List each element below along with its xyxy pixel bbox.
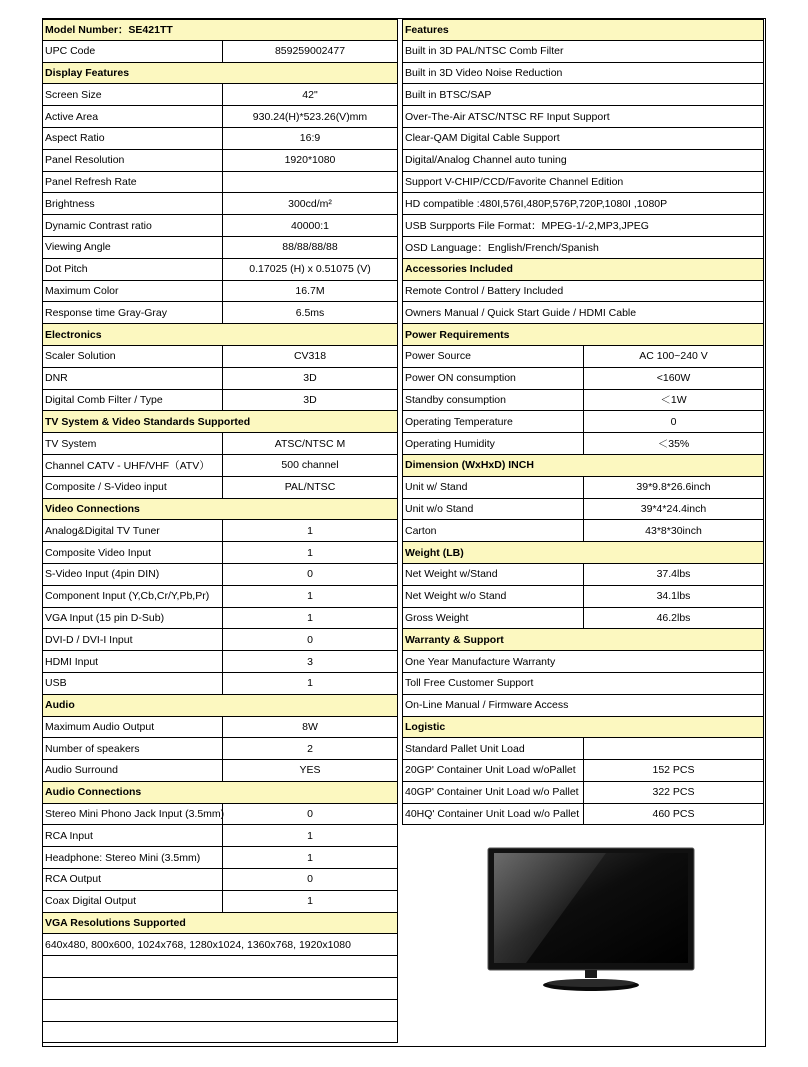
spec-value: 3D xyxy=(222,390,397,411)
spec-label: Toll Free Customer Support xyxy=(405,677,534,690)
spec-row-40gp-container-unit-load-w-o-pallet xyxy=(402,782,764,804)
spec-row-blank xyxy=(42,1022,398,1044)
spec-value: ATSC/NTSC M xyxy=(222,433,397,454)
section-header-tv-system-video-standards-supported xyxy=(42,411,398,433)
spec-label: DVI-D / DVI-I Input xyxy=(45,633,133,646)
spec-row-built-in-3d-pal-ntsc-comb-filter xyxy=(402,41,764,63)
spec-row-tv-system xyxy=(42,433,398,455)
spec-label: Features xyxy=(405,23,449,36)
spec-value: 300cd/m² xyxy=(222,193,397,214)
spec-row-vga-input-15-pin-d-sub xyxy=(42,608,398,630)
spec-label: Model Number：SE421TT xyxy=(45,24,173,37)
spec-label: Coax Digital Output xyxy=(45,895,137,908)
spec-row-built-in-3d-video-noise-reduction xyxy=(402,63,764,85)
spec-value: 1 xyxy=(222,542,397,563)
section-header-electronics xyxy=(42,324,398,346)
spec-value: ＜1W xyxy=(583,390,763,411)
section-header-audio-connections xyxy=(42,782,398,804)
spec-row-response-time-gray-gray xyxy=(42,302,398,324)
spec-row-maximum-audio-output xyxy=(42,717,398,739)
spec-label: Power ON consumption xyxy=(405,372,516,385)
section-header-warranty-support xyxy=(402,629,764,651)
spec-row-blank xyxy=(42,1000,398,1022)
spec-row-stereo-mini-phono-jack-input-3-5mm xyxy=(42,804,398,826)
spec-label: HDMI Input xyxy=(45,655,99,668)
spec-value: 1 xyxy=(222,847,397,868)
spec-row-number-of-speakers xyxy=(42,738,398,760)
spec-row-blank xyxy=(42,956,398,978)
spec-label: UPC Code xyxy=(45,45,96,58)
spec-row-one-year-manufacture-warranty xyxy=(402,651,764,673)
spec-value: ＜35% xyxy=(583,433,763,454)
spec-row-analog-digital-tv-tuner xyxy=(42,520,398,542)
spec-row-hdmi-input xyxy=(42,651,398,673)
spec-label: Built in 3D PAL/NTSC Comb Filter xyxy=(405,45,564,58)
spec-value: 1 xyxy=(222,520,397,541)
spec-row-power-source xyxy=(402,346,764,368)
spec-label: Panel Resolution xyxy=(45,154,125,167)
spec-label: 20GP' Container Unit Load w/oPallet xyxy=(405,764,576,777)
spec-row-operating-temperature xyxy=(402,411,764,433)
spec-label: Dimension (WxHxD) INCH xyxy=(405,459,534,472)
spec-label: Brightness xyxy=(45,197,95,210)
spec-label: RCA Output xyxy=(45,873,102,886)
spec-label: Clear-QAM Digital Cable Support xyxy=(405,132,560,145)
spec-row-coax-digital-output xyxy=(42,891,398,913)
spec-label: Built in 3D Video Noise Reduction xyxy=(405,66,563,79)
spec-row-s-video-input-4pin-din xyxy=(42,564,398,586)
spec-value: 8W xyxy=(222,717,397,738)
spec-row-gross-weight xyxy=(402,608,764,630)
spec-value: 42" xyxy=(222,84,397,105)
spec-label: Stereo Mini Phono Jack Input (3.5mm) xyxy=(45,808,225,821)
spec-label: Digital/Analog Channel auto tuning xyxy=(405,154,567,167)
spec-row-owners-manual-quick-start-guide-hdmi-cab xyxy=(402,302,764,324)
spec-label: RCA Input xyxy=(45,829,93,842)
spec-label: Over-The-Air ATSC/NTSC RF Input Support xyxy=(405,110,610,123)
spec-value: 39*9.8*26.6inch xyxy=(583,477,763,498)
spec-row-toll-free-customer-support xyxy=(402,673,764,695)
spec-label: Headphone: Stereo Mini (3.5mm) xyxy=(45,851,201,864)
spec-label: Unit w/ Stand xyxy=(405,481,468,494)
spec-label: Scaler Solution xyxy=(45,350,116,363)
spec-label: Electronics xyxy=(45,328,102,341)
spec-row-unit-w-o-stand xyxy=(402,499,764,521)
spec-row-headphone-stereo-mini-3-5mm xyxy=(42,847,398,869)
spec-value: 0 xyxy=(222,804,397,825)
spec-label: Maximum Color xyxy=(45,284,119,297)
spec-row-osd-language-english-french-spanish xyxy=(402,237,764,259)
spec-value: 152 PCS xyxy=(583,760,763,781)
spec-row-composite-s-video-input xyxy=(42,477,398,499)
spec-row-net-weight-w-o-stand xyxy=(402,586,764,608)
spec-row-carton xyxy=(402,520,764,542)
spec-label: Audio Surround xyxy=(45,764,118,777)
spec-label: Logistic xyxy=(405,720,446,733)
spec-label: Screen Size xyxy=(45,88,102,101)
spec-label: 640x480, 800x600, 1024x768, 1280x1024, 1360x768, 1920x1080 xyxy=(45,938,351,951)
spec-label: Net Weight w/Stand xyxy=(405,568,498,581)
spec-label: Audio Connections xyxy=(45,786,142,799)
spec-value: 0 xyxy=(222,869,397,890)
spec-label: Video Connections xyxy=(45,502,140,515)
spec-label: TV System & Video Standards Supported xyxy=(45,415,251,428)
spec-label: DNR xyxy=(45,372,68,385)
spec-label: Active Area xyxy=(45,110,99,123)
spec-row-power-on-consumption xyxy=(402,368,764,390)
spec-label: Accessories Included xyxy=(405,263,513,276)
spec-label: One Year Manufacture Warranty xyxy=(405,655,556,668)
tv-product-image xyxy=(486,846,696,994)
spec-label: Remote Control / Battery Included xyxy=(405,284,564,297)
spec-label: S-Video Input (4pin DIN) xyxy=(45,568,160,581)
spec-value: 34.1lbs xyxy=(583,586,763,607)
section-header-logistic xyxy=(402,717,764,739)
spec-row-panel-refresh-rate xyxy=(42,172,398,194)
spec-label: Viewing Angle xyxy=(45,241,111,254)
spec-label: HD compatible :480I,576I,480P,576P,720P,1080I ,1080P xyxy=(405,197,668,210)
spec-row-audio-surround xyxy=(42,760,398,782)
spec-value: 1 xyxy=(222,825,397,846)
spec-row-rca-output xyxy=(42,869,398,891)
spec-row-scaler-solution xyxy=(42,346,398,368)
spec-value xyxy=(222,172,397,193)
spec-value: 3D xyxy=(222,368,397,389)
spec-label: Panel Refresh Rate xyxy=(45,175,137,188)
spec-row-unit-w-stand xyxy=(402,477,764,499)
section-header-dimension-wxhxd-inch xyxy=(402,455,764,477)
spec-label: Channel CATV - UHF/VHF（ATV） xyxy=(45,459,210,472)
spec-value: 16:9 xyxy=(222,128,397,149)
spec-row-viewing-angle xyxy=(42,237,398,259)
spec-row-channel-catv-uhf-vhf-atv xyxy=(42,455,398,477)
spec-label: Audio xyxy=(45,699,75,712)
spec-label: Gross Weight xyxy=(405,611,469,624)
spec-value: 39*4*24.4inch xyxy=(583,499,763,520)
spec-row-component-input-y-cb-cr-y-pb-pr xyxy=(42,586,398,608)
spec-label: Warranty & Support xyxy=(405,633,504,646)
spec-label: Standby consumption xyxy=(405,393,506,406)
spec-label: Standard Pallet Unit Load xyxy=(405,742,525,755)
spec-row-brightness xyxy=(42,193,398,215)
spec-value: 6.5ms xyxy=(222,302,397,323)
spec-row-composite-video-input xyxy=(42,542,398,564)
spec-label: TV System xyxy=(45,437,97,450)
spec-label: Composite / S-Video input xyxy=(45,481,167,494)
spec-row-standard-pallet-unit-load xyxy=(402,738,764,760)
spec-label: Weight (LB) xyxy=(405,546,464,559)
spec-value: 859259002477 xyxy=(222,41,397,62)
spec-value: AC 100~240 V xyxy=(583,346,763,367)
spec-label: VGA Resolutions Supported xyxy=(45,917,186,930)
spec-row-40hq-container-unit-load-w-o-pallet xyxy=(402,804,764,826)
spec-label: USB Surpports File Format：MPEG-1/-2,MP3,JPEG xyxy=(405,220,649,233)
spec-row-clear-qam-digital-cable-support xyxy=(402,128,764,150)
section-header-power-requirements xyxy=(402,324,764,346)
spec-row-remote-control-battery-included xyxy=(402,281,764,303)
spec-value: 88/88/88/88 xyxy=(222,237,397,258)
spec-label: Number of speakers xyxy=(45,742,140,755)
spec-row-dynamic-contrast-ratio xyxy=(42,215,398,237)
section-header-vga-resolutions-supported xyxy=(42,913,398,935)
spec-label: Carton xyxy=(405,524,437,537)
spec-value: 460 PCS xyxy=(583,804,763,825)
spec-row-digital-comb-filter-type xyxy=(42,390,398,412)
spec-value: 930.24(H)*523.26(V)mm xyxy=(222,106,397,127)
section-header-weight-lb xyxy=(402,542,764,564)
spec-label: Power Source xyxy=(405,350,471,363)
right-spec-column xyxy=(402,19,764,825)
spec-row-built-in-btsc-sap xyxy=(402,84,764,106)
spec-row-standby-consumption xyxy=(402,390,764,412)
spec-label: On-Line Manual / Firmware Access xyxy=(405,699,569,712)
spec-label: Owners Manual / Quick Start Guide / HDMI Cable xyxy=(405,306,637,319)
spec-row-net-weight-w-stand xyxy=(402,564,764,586)
spec-label: 40GP' Container Unit Load w/o Pallet xyxy=(405,786,579,799)
spec-row-support-v-chip-ccd-favorite-channel-edit xyxy=(402,172,764,194)
spec-value: 0 xyxy=(583,411,763,432)
spec-value xyxy=(583,738,763,759)
spec-value: 1 xyxy=(222,608,397,629)
spec-label: Power Requirements xyxy=(405,328,510,341)
section-header-video-connections xyxy=(42,499,398,521)
spec-label: Operating Humidity xyxy=(405,437,495,450)
spec-row-20gp-container-unit-load-w-opallet xyxy=(402,760,764,782)
spec-value: CV318 xyxy=(222,346,397,367)
spec-label: Dynamic Contrast ratio xyxy=(45,219,152,232)
spec-row-aspect-ratio xyxy=(42,128,398,150)
spec-label: VGA Input (15 pin D-Sub) xyxy=(45,611,165,624)
spec-label: Analog&Digital TV Tuner xyxy=(45,524,160,537)
spec-value: 0 xyxy=(222,629,397,650)
spec-row-operating-humidity xyxy=(402,433,764,455)
spec-value: 1 xyxy=(222,586,397,607)
spec-row-640x480-800x600-1024x768-1280x1024-1360x xyxy=(42,934,398,956)
spec-row-dot-pitch xyxy=(42,259,398,281)
spec-value: 500 channel xyxy=(222,455,397,476)
spec-row-panel-resolution xyxy=(42,150,398,172)
spec-label: Composite Video Input xyxy=(45,546,152,559)
spec-row-digital-analog-channel-auto-tuning xyxy=(402,150,764,172)
spec-value: 40000:1 xyxy=(222,215,397,236)
spec-row-usb xyxy=(42,673,398,695)
spec-row-screen-size xyxy=(42,84,398,106)
section-header-model-number-se421tt xyxy=(42,19,398,41)
spec-row-dvi-d-dvi-i-input xyxy=(42,629,398,651)
spec-value: 37.4lbs xyxy=(583,564,763,585)
spec-label: Digital Comb Filter / Type xyxy=(45,393,163,406)
spec-label: USB xyxy=(45,677,67,690)
spec-label: Display Features xyxy=(45,66,130,79)
spec-value: <160W xyxy=(583,368,763,389)
spec-label: Component Input (Y,Cb,Cr/Y,Pb,Pr) xyxy=(45,590,210,603)
spec-row-blank xyxy=(42,978,398,1000)
spec-label: Support V-CHIP/CCD/Favorite Channel Edition xyxy=(405,175,624,188)
spec-row-dnr xyxy=(42,368,398,390)
spec-value: 322 PCS xyxy=(583,782,763,803)
spec-label: Aspect Ratio xyxy=(45,132,105,145)
spec-row-active-area xyxy=(42,106,398,128)
spec-value: 1 xyxy=(222,891,397,912)
spec-label: Net Weight w/o Stand xyxy=(405,590,507,603)
section-header-audio xyxy=(42,695,398,717)
spec-label: Built in BTSC/SAP xyxy=(405,88,492,101)
spec-label: Operating Temperature xyxy=(405,415,513,428)
left-spec-column xyxy=(42,19,398,1043)
section-header-features xyxy=(402,19,764,41)
spec-label: Response time Gray-Gray xyxy=(45,306,167,319)
spec-value: PAL/NTSC xyxy=(222,477,397,498)
spec-value: 3 xyxy=(222,651,397,672)
spec-value: 1920*1080 xyxy=(222,150,397,171)
spec-label: Maximum Audio Output xyxy=(45,720,155,733)
spec-value: YES xyxy=(222,760,397,781)
spec-value: 0 xyxy=(222,564,397,585)
spec-value: 16.7M xyxy=(222,281,397,302)
spec-value: 0.17025 (H) x 0.51075 (V) xyxy=(222,259,397,280)
spec-row-rca-input xyxy=(42,825,398,847)
spec-value: 46.2lbs xyxy=(583,608,763,629)
spec-label: Dot Pitch xyxy=(45,263,88,276)
spec-value: 43*8*30inch xyxy=(583,520,763,541)
spec-value: 1 xyxy=(222,673,397,694)
spec-row-on-line-manual-firmware-access xyxy=(402,695,764,717)
spec-row-over-the-air-atsc-ntsc-rf-input-support xyxy=(402,106,764,128)
spec-value: 2 xyxy=(222,738,397,759)
spec-label: Unit w/o Stand xyxy=(405,502,474,515)
section-header-display-features xyxy=(42,63,398,85)
spec-row-hd-compatible-480i-576i-480p-576p-720p-1 xyxy=(402,193,764,215)
spec-row-maximum-color xyxy=(42,281,398,303)
section-header-accessories-included xyxy=(402,259,764,281)
spec-row-usb-surpports-file-format-mpeg-1-2-mp3-j xyxy=(402,215,764,237)
spec-row-upc-code xyxy=(42,41,398,63)
spec-label: 40HQ' Container Unit Load w/o Pallet xyxy=(405,808,580,821)
spec-label: OSD Language：English/French/Spanish xyxy=(405,241,599,254)
